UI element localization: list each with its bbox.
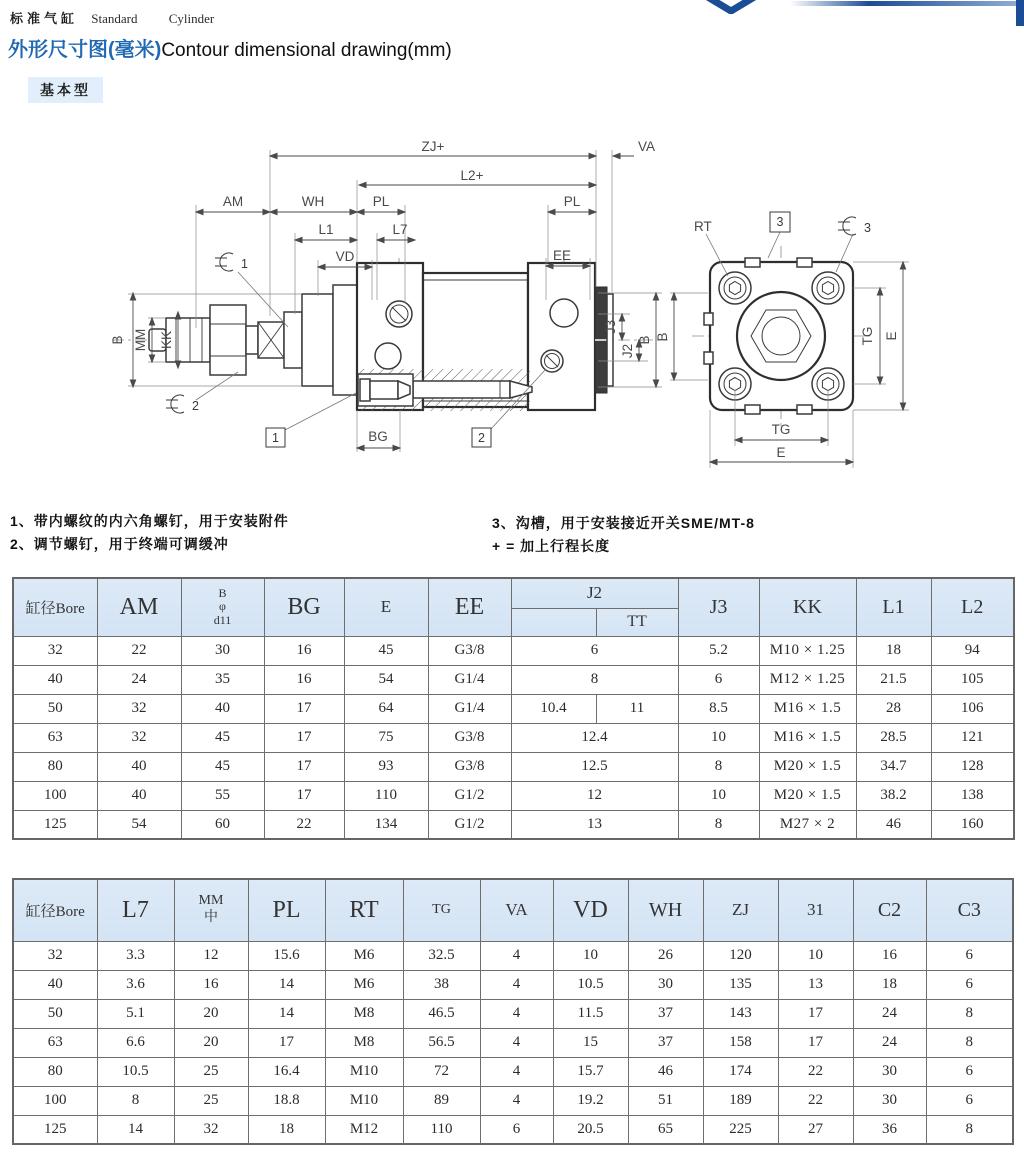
cell: 15 xyxy=(553,1028,628,1057)
dim-label-zj: ZJ+ xyxy=(421,139,445,154)
cell: G1/4 xyxy=(428,665,511,694)
cushion-assembly xyxy=(358,369,532,411)
cell: 24 xyxy=(853,999,926,1028)
cell: 45 xyxy=(181,723,264,752)
wrench-2-label: 2 xyxy=(192,399,199,413)
header-cell: B φ d11 xyxy=(181,578,264,636)
dim-label-b-right: B xyxy=(637,335,652,345)
cell: 22 xyxy=(97,636,181,665)
header-cell: L2 xyxy=(931,578,1014,636)
cell: 40 xyxy=(13,970,97,999)
page-title-cn: 外形尺寸图(毫米) xyxy=(8,39,162,61)
page-title xyxy=(8,33,452,62)
cell: 80 xyxy=(13,1057,97,1086)
cell: 106 xyxy=(931,694,1014,723)
cell: 4 xyxy=(480,970,553,999)
dim-label-l7: L7 xyxy=(392,222,408,237)
cell: 26 xyxy=(628,941,703,970)
header-cell: EE xyxy=(428,578,511,636)
cell: 11 xyxy=(596,694,678,723)
header-row xyxy=(13,578,1014,608)
cell: 15.6 xyxy=(248,941,325,970)
cell: 13 xyxy=(778,970,853,999)
cell: 16 xyxy=(853,941,926,970)
header-cell: VA xyxy=(480,879,553,941)
cell: 6 xyxy=(511,636,678,665)
table-row xyxy=(13,1057,1013,1086)
cell: 6 xyxy=(926,1057,1013,1086)
header-cell: J2 xyxy=(511,578,678,608)
cell: 3.6 xyxy=(97,970,174,999)
cell: 89 xyxy=(403,1086,480,1115)
cell: 4 xyxy=(480,1086,553,1115)
cell: 40 xyxy=(13,665,97,694)
cell: 8 xyxy=(678,752,759,781)
table-row xyxy=(13,665,1014,694)
cell: 17 xyxy=(778,999,853,1028)
dim-label-ee: EE xyxy=(552,248,572,263)
dimensional-drawing xyxy=(0,126,1024,506)
dim-label-l1: L1 xyxy=(318,222,334,237)
wrench-3-label: 3 xyxy=(864,221,871,235)
header-cell: 缸径Bore xyxy=(13,578,97,636)
cell: 16 xyxy=(174,970,248,999)
dim-label-j3: J3 xyxy=(603,319,618,335)
front-view xyxy=(655,212,909,468)
cell: 45 xyxy=(181,752,264,781)
cell: 54 xyxy=(97,810,181,839)
cell: 100 xyxy=(13,1086,97,1115)
cell: 21.5 xyxy=(856,665,931,694)
dim-label-b-front: B xyxy=(655,332,670,342)
table-row xyxy=(13,970,1013,999)
cell: M27 × 2 xyxy=(759,810,856,839)
notes-left xyxy=(10,510,289,556)
cell: 5.1 xyxy=(97,999,174,1028)
cell: 30 xyxy=(853,1057,926,1086)
header-cell: TG xyxy=(403,879,480,941)
page-title-en: Contour dimensional drawing(mm) xyxy=(161,40,452,61)
brand xyxy=(10,8,214,27)
cell: 45 xyxy=(344,636,428,665)
cell: 128 xyxy=(931,752,1014,781)
cell: 174 xyxy=(703,1057,778,1086)
spec-table-2 xyxy=(12,878,1014,1145)
cell: M10 × 1.25 xyxy=(759,636,856,665)
cell: 32.5 xyxy=(403,941,480,970)
dimensions-top xyxy=(196,139,655,267)
table-row xyxy=(13,781,1014,810)
cell: 15.7 xyxy=(553,1057,628,1086)
center-boss xyxy=(737,292,825,380)
dim-label-am: AM xyxy=(222,194,244,209)
cell: 20 xyxy=(174,999,248,1028)
cell: 24 xyxy=(853,1028,926,1057)
dim-label-vd: VD xyxy=(335,249,355,264)
cell: 8 xyxy=(926,1028,1013,1057)
callout-3 xyxy=(768,212,790,258)
table-row xyxy=(13,941,1013,970)
wrench-2-icon xyxy=(166,372,238,413)
cell: 12 xyxy=(174,941,248,970)
cell: 13 xyxy=(511,810,678,839)
cell: 18 xyxy=(853,970,926,999)
cell: 5.2 xyxy=(678,636,759,665)
cell: 17 xyxy=(264,752,344,781)
cell: 135 xyxy=(703,970,778,999)
cell: 10.5 xyxy=(97,1057,174,1086)
cell: 37 xyxy=(628,999,703,1028)
cell: 72 xyxy=(403,1057,480,1086)
cell: M16 × 1.5 xyxy=(759,694,856,723)
cell: 32 xyxy=(97,694,181,723)
cell: 30 xyxy=(628,970,703,999)
cell: 6 xyxy=(480,1115,553,1144)
dim-label-tg-bottom: TG xyxy=(771,422,791,437)
cell: M6 xyxy=(325,970,403,999)
cell: 36 xyxy=(853,1115,926,1144)
header-cell: C3 xyxy=(926,879,1013,941)
cell: 3.3 xyxy=(97,941,174,970)
cell: M10 xyxy=(325,1086,403,1115)
callout-1-label: 1 xyxy=(272,431,279,445)
cell: 56.5 xyxy=(403,1028,480,1057)
cell: 46 xyxy=(628,1057,703,1086)
header-cell: KK xyxy=(759,578,856,636)
cell: G3/8 xyxy=(428,636,511,665)
cell: 4 xyxy=(480,1057,553,1086)
cell: 125 xyxy=(13,810,97,839)
header-cell: TT xyxy=(596,608,678,636)
cell: G1/4 xyxy=(428,694,511,723)
table-row xyxy=(13,723,1014,752)
cell: 16.4 xyxy=(248,1057,325,1086)
dim-label-bg: BG xyxy=(368,429,388,444)
cell: 18.8 xyxy=(248,1086,325,1115)
cell: 4 xyxy=(480,999,553,1028)
dim-label-rt: RT xyxy=(694,219,712,234)
cell: 16 xyxy=(264,636,344,665)
cell: G3/8 xyxy=(428,723,511,752)
cell: 22 xyxy=(778,1086,853,1115)
cell: 8.5 xyxy=(678,694,759,723)
cell: 25 xyxy=(174,1057,248,1086)
cell: 27 xyxy=(778,1115,853,1144)
cell: 105 xyxy=(931,665,1014,694)
cell: 18 xyxy=(856,636,931,665)
cell: 10.4 xyxy=(511,694,596,723)
cell: 54 xyxy=(344,665,428,694)
table-row xyxy=(13,752,1014,781)
cell: 10 xyxy=(678,723,759,752)
cell: 40 xyxy=(97,781,181,810)
dim-label-pl-right: PL xyxy=(563,194,581,209)
dim-label-tg-right: TG xyxy=(860,326,875,346)
cell: 34.7 xyxy=(856,752,931,781)
cell: 10 xyxy=(553,941,628,970)
header-cell: PL xyxy=(248,879,325,941)
cell: 80 xyxy=(13,752,97,781)
cell: 38 xyxy=(403,970,480,999)
cell: 14 xyxy=(248,970,325,999)
cell: 12 xyxy=(511,781,678,810)
wrench-1-label: 1 xyxy=(241,257,248,271)
cell: 46.5 xyxy=(403,999,480,1028)
notes-right xyxy=(492,512,755,558)
cell: 32 xyxy=(13,636,97,665)
cell: 28.5 xyxy=(856,723,931,752)
header-cell: L7 xyxy=(97,879,174,941)
cell: 138 xyxy=(931,781,1014,810)
cell: G1/2 xyxy=(428,810,511,839)
cell: 12.4 xyxy=(511,723,678,752)
cell: G3/8 xyxy=(428,752,511,781)
dim-label-l2: L2+ xyxy=(460,168,484,183)
cell: 4 xyxy=(480,941,553,970)
cell: 225 xyxy=(703,1115,778,1144)
cell: 63 xyxy=(13,723,97,752)
dim-label-e-bottom: E xyxy=(776,445,786,460)
header-cell: BG xyxy=(264,578,344,636)
table-row xyxy=(13,636,1014,665)
cell: 11.5 xyxy=(553,999,628,1028)
cell: 93 xyxy=(344,752,428,781)
brand-en-cylinder: Cylinder xyxy=(168,11,215,26)
cell: 110 xyxy=(403,1115,480,1144)
header-cell: AM xyxy=(97,578,181,636)
cell: 32 xyxy=(174,1115,248,1144)
header-cell: WH xyxy=(628,879,703,941)
dim-label-b-left: B xyxy=(110,335,125,345)
cell: 28 xyxy=(856,694,931,723)
logo-bar xyxy=(790,1,1016,6)
cell: 75 xyxy=(344,723,428,752)
note-3: 3、沟槽，用于安装接近开关SME/MT-8 xyxy=(492,515,755,531)
table-row xyxy=(13,810,1014,839)
cell: 35 xyxy=(181,665,264,694)
cell: 50 xyxy=(13,694,97,723)
table-row xyxy=(13,1028,1013,1057)
cell: M6 xyxy=(325,941,403,970)
cell: 6 xyxy=(678,665,759,694)
brand-cn: 标准气缸 xyxy=(10,11,79,26)
cell: 14 xyxy=(97,1115,174,1144)
header-cell: ZJ xyxy=(703,879,778,941)
callout-3-label: 3 xyxy=(776,215,784,229)
cell: 6 xyxy=(926,1086,1013,1115)
cell: 51 xyxy=(628,1086,703,1115)
header-cell: RT xyxy=(325,879,403,941)
cell: 25 xyxy=(174,1086,248,1115)
cell: 17 xyxy=(264,723,344,752)
cell: 6.6 xyxy=(97,1028,174,1057)
cell: 10.5 xyxy=(553,970,628,999)
cell: 60 xyxy=(181,810,264,839)
cell: 50 xyxy=(13,999,97,1028)
cell: 134 xyxy=(344,810,428,839)
note-4: + = 加上行程长度 xyxy=(492,538,611,554)
note-2: 2、调节螺钉，用于终端可调缓冲 xyxy=(10,536,229,552)
cell: 19.2 xyxy=(553,1086,628,1115)
callout-1 xyxy=(266,393,356,447)
cell: 14 xyxy=(248,999,325,1028)
cell: 17 xyxy=(248,1028,325,1057)
dim-label-wh: WH xyxy=(301,194,325,209)
logo-chevron-icon xyxy=(700,0,762,14)
cell: 32 xyxy=(13,941,97,970)
dim-label-j2: J2 xyxy=(620,343,635,359)
dimension-bg xyxy=(357,410,400,452)
cell: 8 xyxy=(678,810,759,839)
cell: 10 xyxy=(778,941,853,970)
rear-cap xyxy=(528,263,595,410)
cell: 17 xyxy=(264,781,344,810)
spec-table-1 xyxy=(12,577,1015,840)
cell: 8 xyxy=(97,1086,174,1115)
cell: 55 xyxy=(181,781,264,810)
cell: 6 xyxy=(926,970,1013,999)
cell: 64 xyxy=(344,694,428,723)
cell: 22 xyxy=(778,1057,853,1086)
header-cell: MM 中 xyxy=(174,879,248,941)
cell: 125 xyxy=(13,1115,97,1144)
table-row xyxy=(13,694,1014,723)
cell: 158 xyxy=(703,1028,778,1057)
cell: 8 xyxy=(511,665,678,694)
cell: 100 xyxy=(13,781,97,810)
cell: 189 xyxy=(703,1086,778,1115)
cell: 40 xyxy=(181,694,264,723)
dim-label-pl-left: PL xyxy=(372,194,390,209)
dim-label-va: VA xyxy=(638,139,656,154)
dim-label-kk: KK xyxy=(159,330,174,350)
cell: 32 xyxy=(97,723,181,752)
table-row xyxy=(13,999,1013,1028)
table-row xyxy=(13,1086,1013,1115)
cell: 63 xyxy=(13,1028,97,1057)
brand-en-standard: Standard xyxy=(91,11,138,26)
header-cell: E xyxy=(344,578,428,636)
cell: 17 xyxy=(264,694,344,723)
cell: 65 xyxy=(628,1115,703,1144)
gland xyxy=(302,294,333,386)
cell: M20 × 1.5 xyxy=(759,752,856,781)
cell: M20 × 1.5 xyxy=(759,781,856,810)
cell: 30 xyxy=(181,636,264,665)
cell: 30 xyxy=(853,1086,926,1115)
cell: 160 xyxy=(931,810,1014,839)
cell: 10 xyxy=(678,781,759,810)
header-cell: J3 xyxy=(678,578,759,636)
dim-label-e-right: E xyxy=(884,331,899,341)
cell: 37 xyxy=(628,1028,703,1057)
cell: 46 xyxy=(856,810,931,839)
cell: M10 xyxy=(325,1057,403,1086)
header-cell: 缸径Bore xyxy=(13,879,97,941)
cell: 8 xyxy=(926,999,1013,1028)
cell: M16 × 1.5 xyxy=(759,723,856,752)
cell: 12.5 xyxy=(511,752,678,781)
header-cell: L1 xyxy=(856,578,931,636)
cell: M8 xyxy=(325,1028,403,1057)
cell: M12 xyxy=(325,1115,403,1144)
dimensions-left xyxy=(110,293,178,387)
cell: 20.5 xyxy=(553,1115,628,1144)
cell: 40 xyxy=(97,752,181,781)
header-row xyxy=(13,879,1013,941)
rod-nut xyxy=(210,305,246,375)
cell: 24 xyxy=(97,665,181,694)
cell: 20 xyxy=(174,1028,248,1057)
header-cell: C2 xyxy=(853,879,926,941)
side-view xyxy=(110,139,668,452)
cell: 120 xyxy=(703,941,778,970)
cell: 18 xyxy=(248,1115,325,1144)
cell: 94 xyxy=(931,636,1014,665)
cell: 143 xyxy=(703,999,778,1028)
cell: 6 xyxy=(926,941,1013,970)
header-cell xyxy=(511,608,596,636)
note-1: 1、带内螺纹的内六角螺钉，用于安装附件 xyxy=(10,513,289,529)
cell: 8 xyxy=(926,1115,1013,1144)
cell: 121 xyxy=(931,723,1014,752)
cell: 38.2 xyxy=(856,781,931,810)
cell: 17 xyxy=(778,1028,853,1057)
cell: M12 × 1.25 xyxy=(759,665,856,694)
type-badge: 基本型 xyxy=(28,77,103,103)
cell: G1/2 xyxy=(428,781,511,810)
callout-2-label: 2 xyxy=(478,431,485,445)
cell: 22 xyxy=(264,810,344,839)
header-cell: VD xyxy=(553,879,628,941)
header-cell: 31 xyxy=(778,879,853,941)
logo-corner xyxy=(1016,0,1024,26)
cell: 4 xyxy=(480,1028,553,1057)
cell: 16 xyxy=(264,665,344,694)
cell: 110 xyxy=(344,781,428,810)
dim-label-mm: MM xyxy=(133,328,148,352)
table-row xyxy=(13,1115,1013,1144)
cell: M8 xyxy=(325,999,403,1028)
